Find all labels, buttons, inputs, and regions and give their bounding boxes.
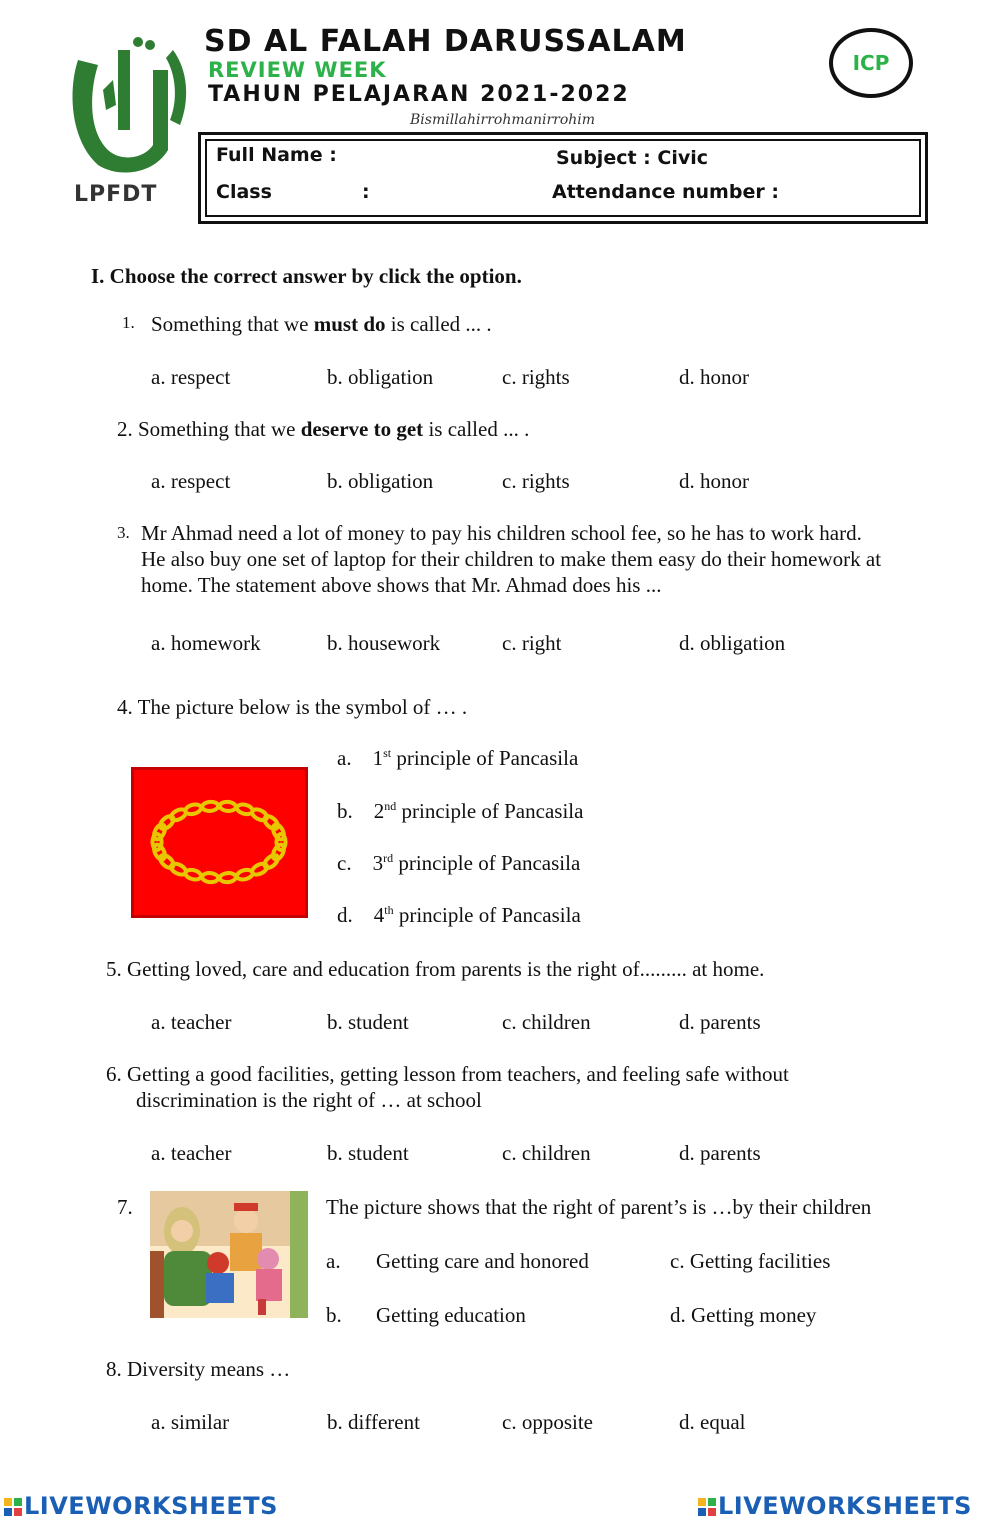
q6-line-2: discrimination is the right of … at school	[136, 1088, 482, 1112]
q8-option-c[interactable]: c. opposite	[502, 1410, 593, 1434]
q3-option-a[interactable]: a. homework	[151, 631, 261, 655]
q2-text: 2. Something that we deserve to get is called ... .	[117, 417, 530, 441]
q6-option-b[interactable]: b. student	[327, 1141, 409, 1165]
q4-option-b[interactable]: b. 2nd principle of Pancasila	[337, 799, 584, 823]
liveworksheets-logo-left[interactable]	[4, 1492, 278, 1520]
q3-option-d[interactable]: d. obligation	[679, 631, 786, 655]
q7-option-a[interactable]: Getting care and honored	[376, 1249, 589, 1273]
review-week-title: REVIEW WEEK	[208, 58, 387, 82]
q4-option-d[interactable]: d. 4th principle of Pancasila	[337, 903, 581, 927]
q8-option-a[interactable]: a. similar	[151, 1410, 230, 1434]
bismillah-text: Bismillahirrohmanirrohim	[410, 112, 596, 128]
class-label: Class	[216, 181, 272, 203]
q2-option-a[interactable]: a. respect	[151, 469, 231, 493]
q4-option-a[interactable]: a. 1st principle of Pancasila	[337, 746, 579, 770]
q3-line-1: Mr Ahmad need a lot of money to pay his children school fee, so he has to work hard.	[141, 521, 862, 545]
q1-text: Something that we must do is called ... .	[151, 312, 492, 336]
q1-option-b[interactable]: b. obligation	[327, 365, 434, 389]
liveworksheets-grid-icon	[698, 1498, 716, 1516]
liveworksheets-label-right: LIVEWORKSHEETS	[718, 1492, 972, 1520]
q7-option-d[interactable]: d. Getting money	[670, 1303, 817, 1327]
family-picture	[150, 1191, 308, 1318]
q3-line-3: home. The statement above shows that Mr. Ahmad does his ...	[141, 573, 662, 597]
q2-option-b[interactable]: b. obligation	[327, 469, 434, 493]
q6-option-d[interactable]: d. parents	[679, 1141, 761, 1165]
q8-option-d[interactable]: d. equal	[679, 1410, 746, 1434]
full-name-label: Full Name :	[216, 144, 337, 166]
liveworksheets-label-left: LIVEWORKSHEETS	[24, 1492, 278, 1520]
q5-option-c[interactable]: c. children	[502, 1010, 591, 1034]
liveworksheets-logo-right[interactable]	[698, 1492, 972, 1520]
q2-option-c[interactable]: c. rights	[502, 469, 570, 493]
subject-label: Subject : Civic	[556, 147, 708, 169]
school-name: SD AL FALAH DARUSSALAM	[204, 24, 687, 59]
q5-option-a[interactable]: a. teacher	[151, 1010, 232, 1034]
q1-number: 1.	[122, 313, 135, 332]
q1-option-d[interactable]: d. honor	[679, 365, 749, 389]
logo-text: LPFDT	[74, 182, 158, 207]
q3-number: 3.	[117, 523, 130, 542]
q6-option-a[interactable]: a. teacher	[151, 1141, 232, 1165]
attendance-label: Attendance number :	[552, 181, 779, 203]
q7-option-b-letter: b.	[326, 1303, 342, 1327]
q5-option-b[interactable]: b. student	[327, 1010, 409, 1034]
q6-line-1: 6. Getting a good facilities, getting lesson from teachers, and feeling safe without	[106, 1062, 789, 1086]
q6-option-c[interactable]: c. children	[502, 1141, 591, 1165]
q4-text: 4. The picture below is the symbol of … .	[117, 695, 468, 719]
school-logo	[58, 30, 198, 180]
q3-option-c[interactable]: c. right	[502, 631, 562, 655]
q7-option-a-letter: a.	[326, 1249, 341, 1273]
q1-option-c[interactable]: c. rights	[502, 365, 570, 389]
instruction: I. Choose the correct answer by click the option.	[91, 264, 522, 288]
liveworksheets-grid-icon	[4, 1498, 22, 1516]
q8-text: 8. Diversity means …	[106, 1357, 291, 1381]
q7-option-c[interactable]: c. Getting facilities	[670, 1249, 831, 1273]
q8-option-b[interactable]: b. different	[327, 1410, 420, 1434]
q3-line-2: He also buy one set of laptop for their children to make them easy do their homework at	[141, 547, 882, 571]
q2-option-d[interactable]: d. honor	[679, 469, 749, 493]
chain-symbol-image	[131, 767, 308, 918]
q4-option-c[interactable]: c. 3rd principle of Pancasila	[337, 851, 581, 875]
q7-text: The picture shows that the right of parent’s is …by their children	[326, 1195, 872, 1219]
class-colon: :	[362, 181, 370, 203]
q1-option-a[interactable]: a. respect	[151, 365, 231, 389]
q5-option-d[interactable]: d. parents	[679, 1010, 761, 1034]
icp-badge	[829, 28, 913, 98]
q7-option-b[interactable]: Getting education	[376, 1303, 526, 1327]
q5-text: 5. Getting loved, care and education from parents is the right of......... at home.	[106, 957, 765, 981]
q7-number: 7.	[117, 1195, 133, 1219]
icp-badge-label: ICP	[852, 51, 890, 75]
q3-option-b[interactable]: b. housework	[327, 631, 441, 655]
school-year: TAHUN PELAJARAN 2021-2022	[208, 82, 630, 107]
